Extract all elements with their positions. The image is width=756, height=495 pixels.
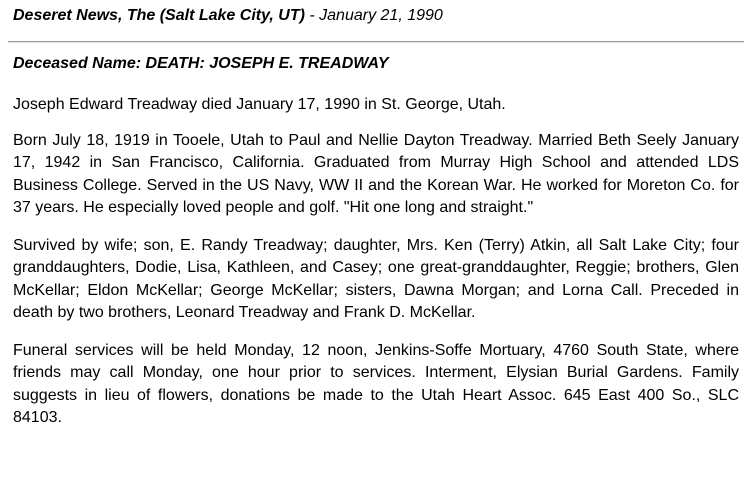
- deceased-name-title: Deceased Name: DEATH: JOSEPH E. TREADWAY: [13, 55, 389, 72]
- publication-date: January 21, 1990: [319, 7, 443, 24]
- funeral-services-paragraph: Funeral services will be held Monday, 12 noon, Jenkins-Soffe Mortuary, 4760 South State, where friends may call Monday, one hour prior to services. Interment, Elysian Burial Gardens. Family suggests in lieu of flowers, donations be made to the Utah Heart Assoc. 645 East 400 So., SLC 84103.: [13, 341, 739, 426]
- newspaper-name: Deseret News, The (Salt Lake City, UT): [13, 7, 305, 24]
- biography-paragraph: Born July 18, 1919 in Tooele, Utah to Paul and Nellie Dayton Treadway. Married Beth Seely January 17, 1942 in San Francisco, California. Graduated from Murray High School and attended LDS Business College. Served in the US Navy, WW II and the Korean War. He worked for Moreton Co. for 37 years. He especially loved people and golf. "Hit one long and straight.": [13, 131, 739, 216]
- obituary-body: [13, 94, 739, 445]
- source-header: [13, 7, 443, 25]
- header-separator: -: [304, 7, 320, 24]
- survivors-paragraph: Survived by wife; son, E. Randy Treadway; daughter, Mrs. Ken (Terry) Atkin, all Salt Lake City; four granddaughters, Dodie, Lisa, Kathleen, and Casey; one great-granddaughter, Reggie; brothers, Glen McKellar; Eldon McKellar; George McKellar; sisters, Dawna Morgan; and Lorna Call. Preceded in death by two brothers, Leonard Treadway and Frank D. McKellar.: [13, 236, 739, 321]
- header-divider: [8, 41, 744, 43]
- death-statement-paragraph: Joseph Edward Treadway died January 17, 1990 in St. George, Utah.: [13, 96, 506, 113]
